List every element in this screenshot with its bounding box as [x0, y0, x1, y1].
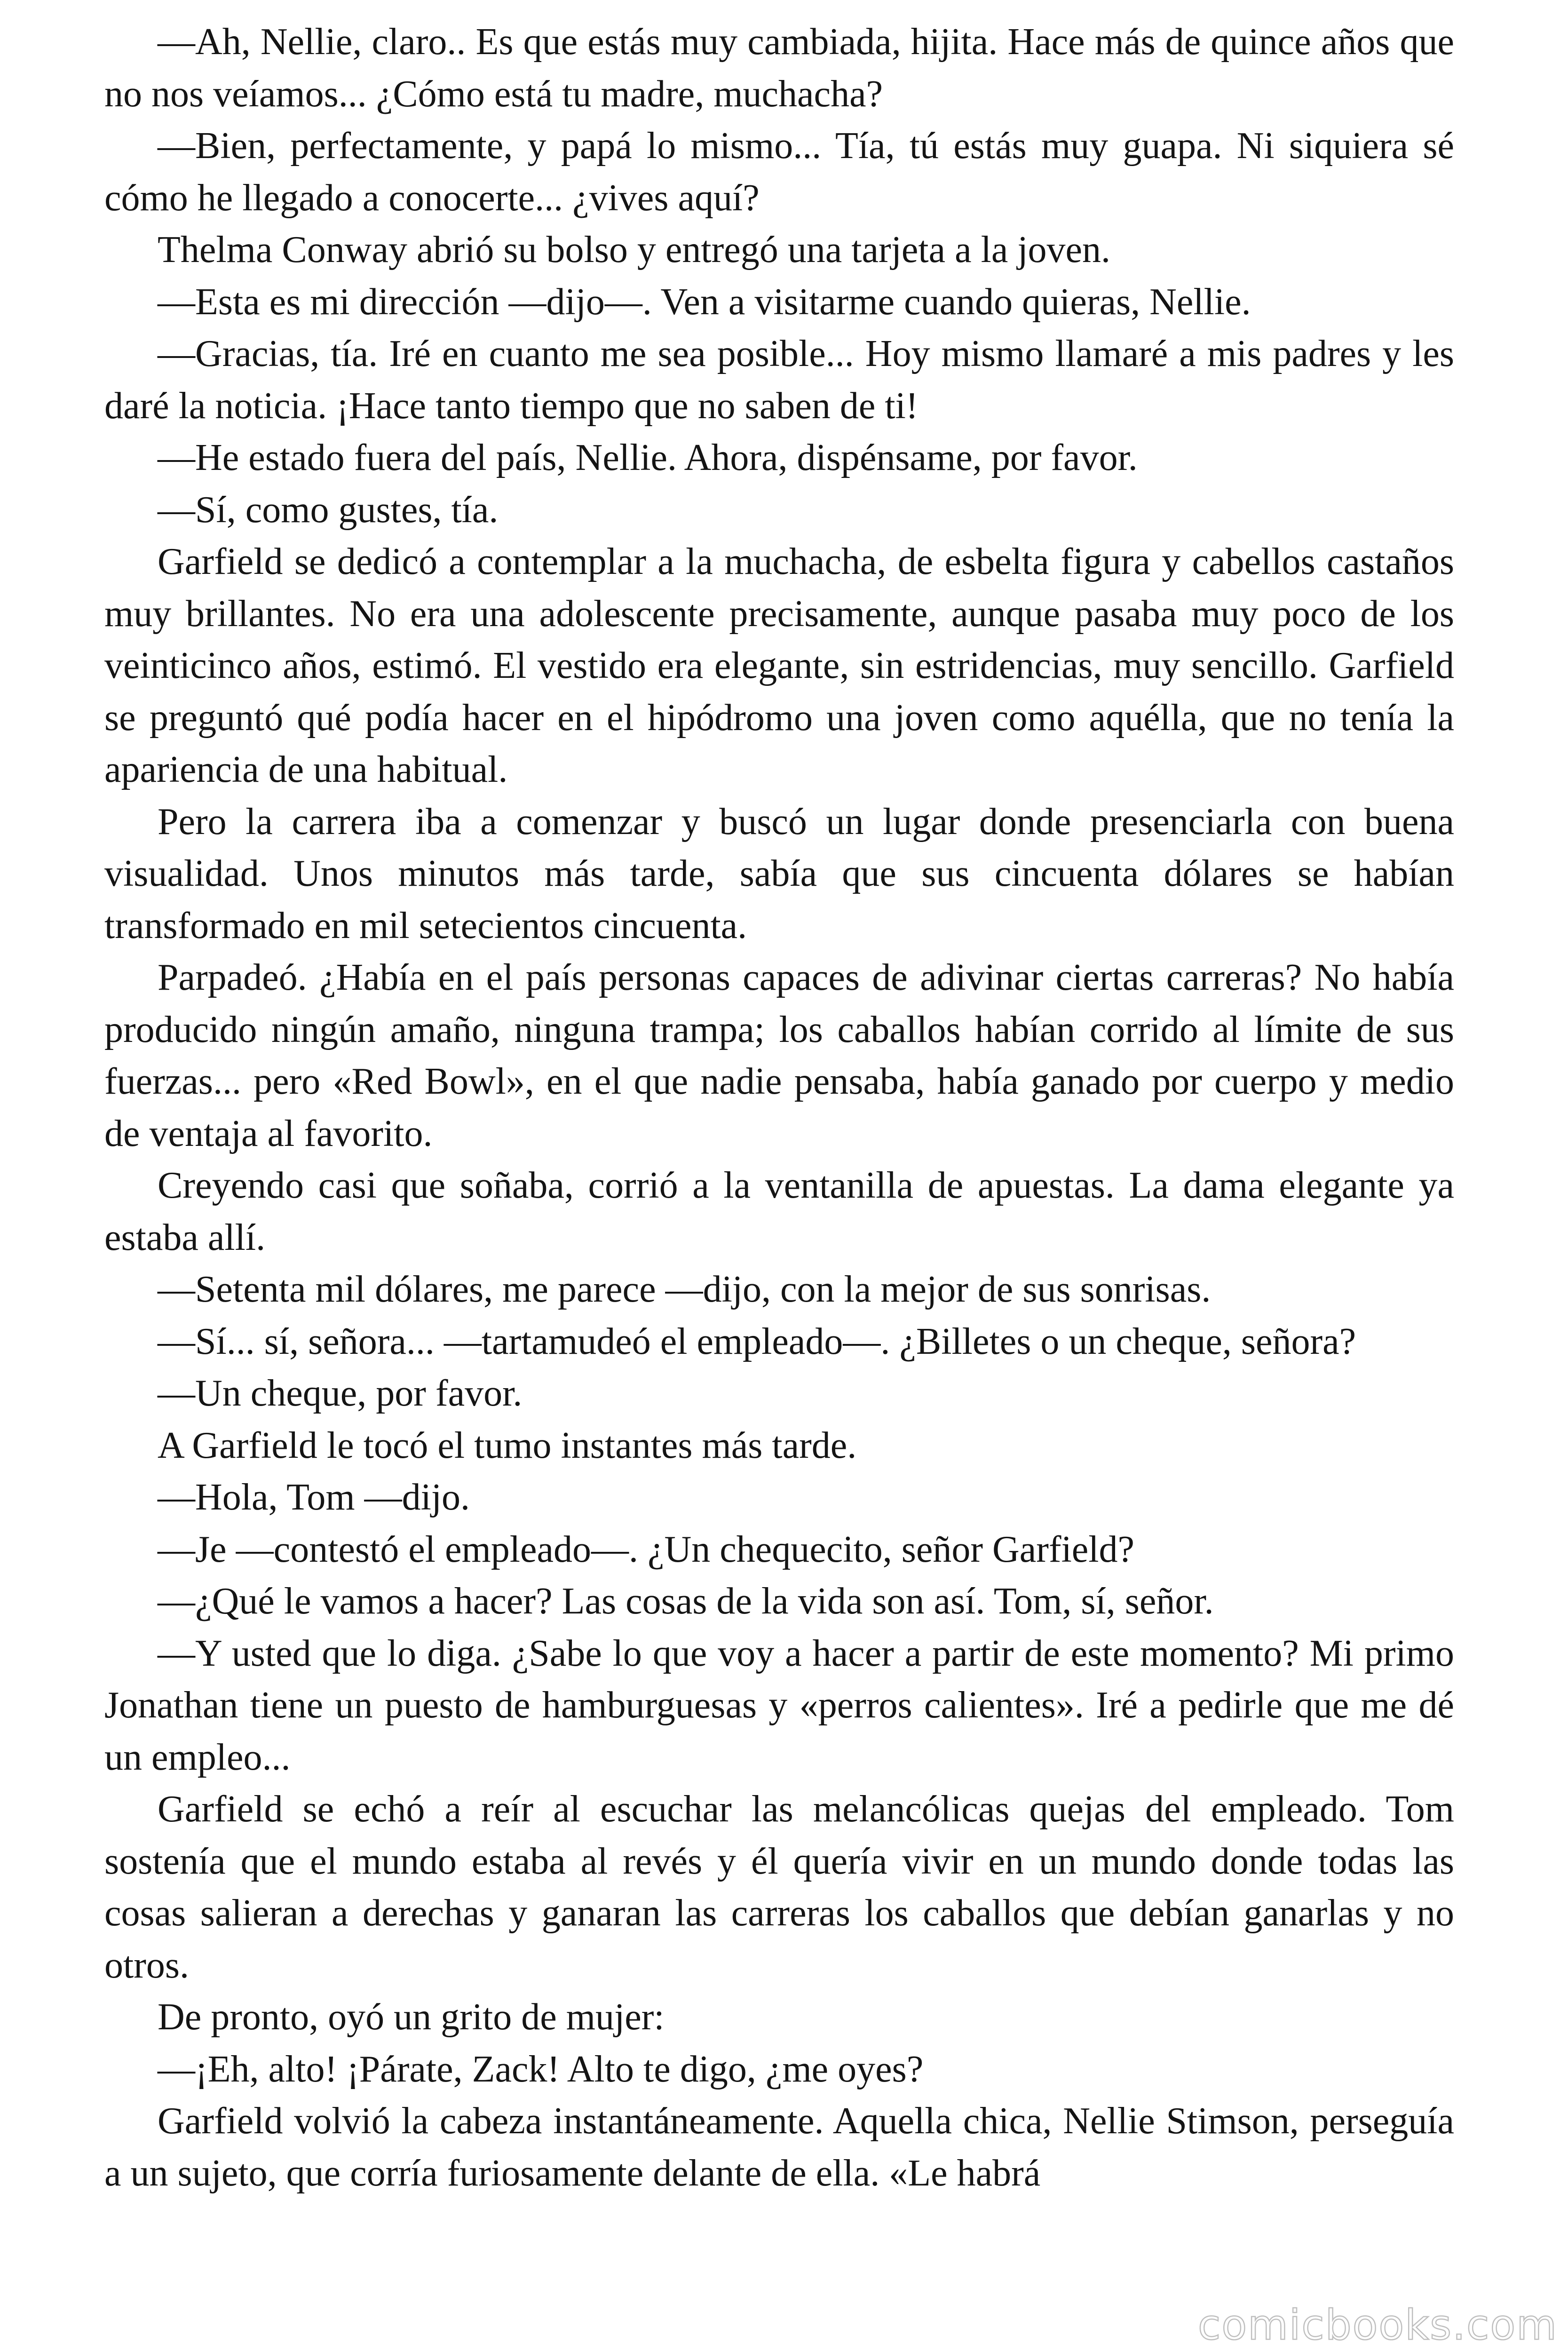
paragraph: —Esta es mi dirección —dijo—. Ven a visitarme cuando quieras, Nellie. — [158, 281, 1251, 323]
paragraph: —¿Qué le vamos a hacer? Las cosas de la vida son así. Tom, sí, señor. — [158, 1581, 1214, 1622]
paragraph: De pronto, oyó un grito de mujer: — [158, 1996, 665, 2038]
page-body-text — [104, 16, 1454, 2199]
paragraph: A Garfield le tocó el tumo instantes más tarde. — [158, 1424, 857, 1466]
paragraph: —Bien, perfectamente, y papá lo mismo... Tía, tú estás muy guapa. Ni siquiera sé cómo he llegado a conocerte... ¿vives aquí? — [104, 125, 1454, 219]
paragraph: Garfield se dedicó a contemplar a la muchacha, de esbelta figura y cabellos castaños muy brillantes. No era una adolescente precisamente, aunque pasaba muy poco de los veinticinco años, estimó. El vestido era elegante, sin estridencias, muy sencillo. Garfield se preguntó qué podía hacer en el hipódromo una joven como aquélla, que no tenía la apariencia de una habitual. — [104, 541, 1454, 790]
paragraph: Creyendo casi que soñaba, corrió a la ventanilla de apuestas. La dama elegante ya estaba allí. — [104, 1165, 1454, 1258]
paragraph: —Y usted que lo diga. ¿Sabe lo que voy a hacer a partir de este momento? Mi primo Jonathan tiene un puesto de hamburguesas y «perros calientes». Iré a pedirle que me dé un empleo... — [104, 1632, 1454, 1778]
paragraph: —Hola, Tom —dijo. — [158, 1477, 470, 1518]
paragraph: —Sí, como gustes, tía. — [158, 489, 499, 531]
watermark: comicbooks.com — [1197, 2301, 1558, 2349]
paragraph: —Ah, Nellie, claro.. Es que estás muy cambiada, hijita. Hace más de quince años que no nos veíamos... ¿Cómo está tu madre, muchacha? — [104, 21, 1454, 115]
paragraph: —Sí... sí, señora... —tartamudeó el empleado—. ¿Billetes o un cheque, señora? — [158, 1320, 1356, 1362]
paragraph: —Setenta mil dólares, me parece —dijo, con la mejor de sus sonrisas. — [158, 1269, 1211, 1310]
paragraph: —¡Eh, alto! ¡Párate, Zack! Alto te digo, ¿me oyes? — [158, 2048, 924, 2090]
paragraph: Pero la carrera iba a comenzar y buscó un lugar donde presenciarla con buena visualidad. Unos minutos más tarde, sabía que sus cincuenta dólares se habían transformado en mil setecientos cincuenta. — [104, 801, 1454, 946]
paragraph: —Un cheque, por favor. — [158, 1373, 523, 1414]
paragraph: Thelma Conway abrió su bolso y entregó una tarjeta a la joven. — [158, 229, 1111, 270]
paragraph: Garfield se echó a reír al escuchar las melancólicas quejas del empleado. Tom sostenía que el mundo estaba al revés y él quería vivir en un mundo donde todas las cosas salieran a derechas y ganaran las carreras los caballos que debían ganarlas y no otros. — [104, 1788, 1454, 1986]
paragraph: —He estado fuera del país, Nellie. Ahora, dispénsame, por favor. — [158, 437, 1138, 478]
paragraph: Garfield volvió la cabeza instantáneamente. Aquella chica, Nellie Stimson, perseguía a un sujeto, que corría furiosamente delante de ella. «Le habrá — [104, 2100, 1454, 2194]
paragraph: —Je —contestó el empleado—. ¿Un chequecito, señor Garfield? — [158, 1528, 1135, 1570]
paragraph: —Gracias, tía. Iré en cuanto me sea posible... Hoy mismo llamaré a mis padres y les daré la noticia. ¡Hace tanto tiempo que no saben de ti! — [104, 333, 1454, 427]
paragraph: Parpadeó. ¿Había en el país personas capaces de adivinar ciertas carreras? No había producido ningún amaño, ninguna trampa; los caballos habían corrido al límite de sus fuerzas... pero «Red Bowl», en el que nadie pensaba, había ganado por cuerpo y medio de ventaja al favorito. — [104, 957, 1454, 1154]
